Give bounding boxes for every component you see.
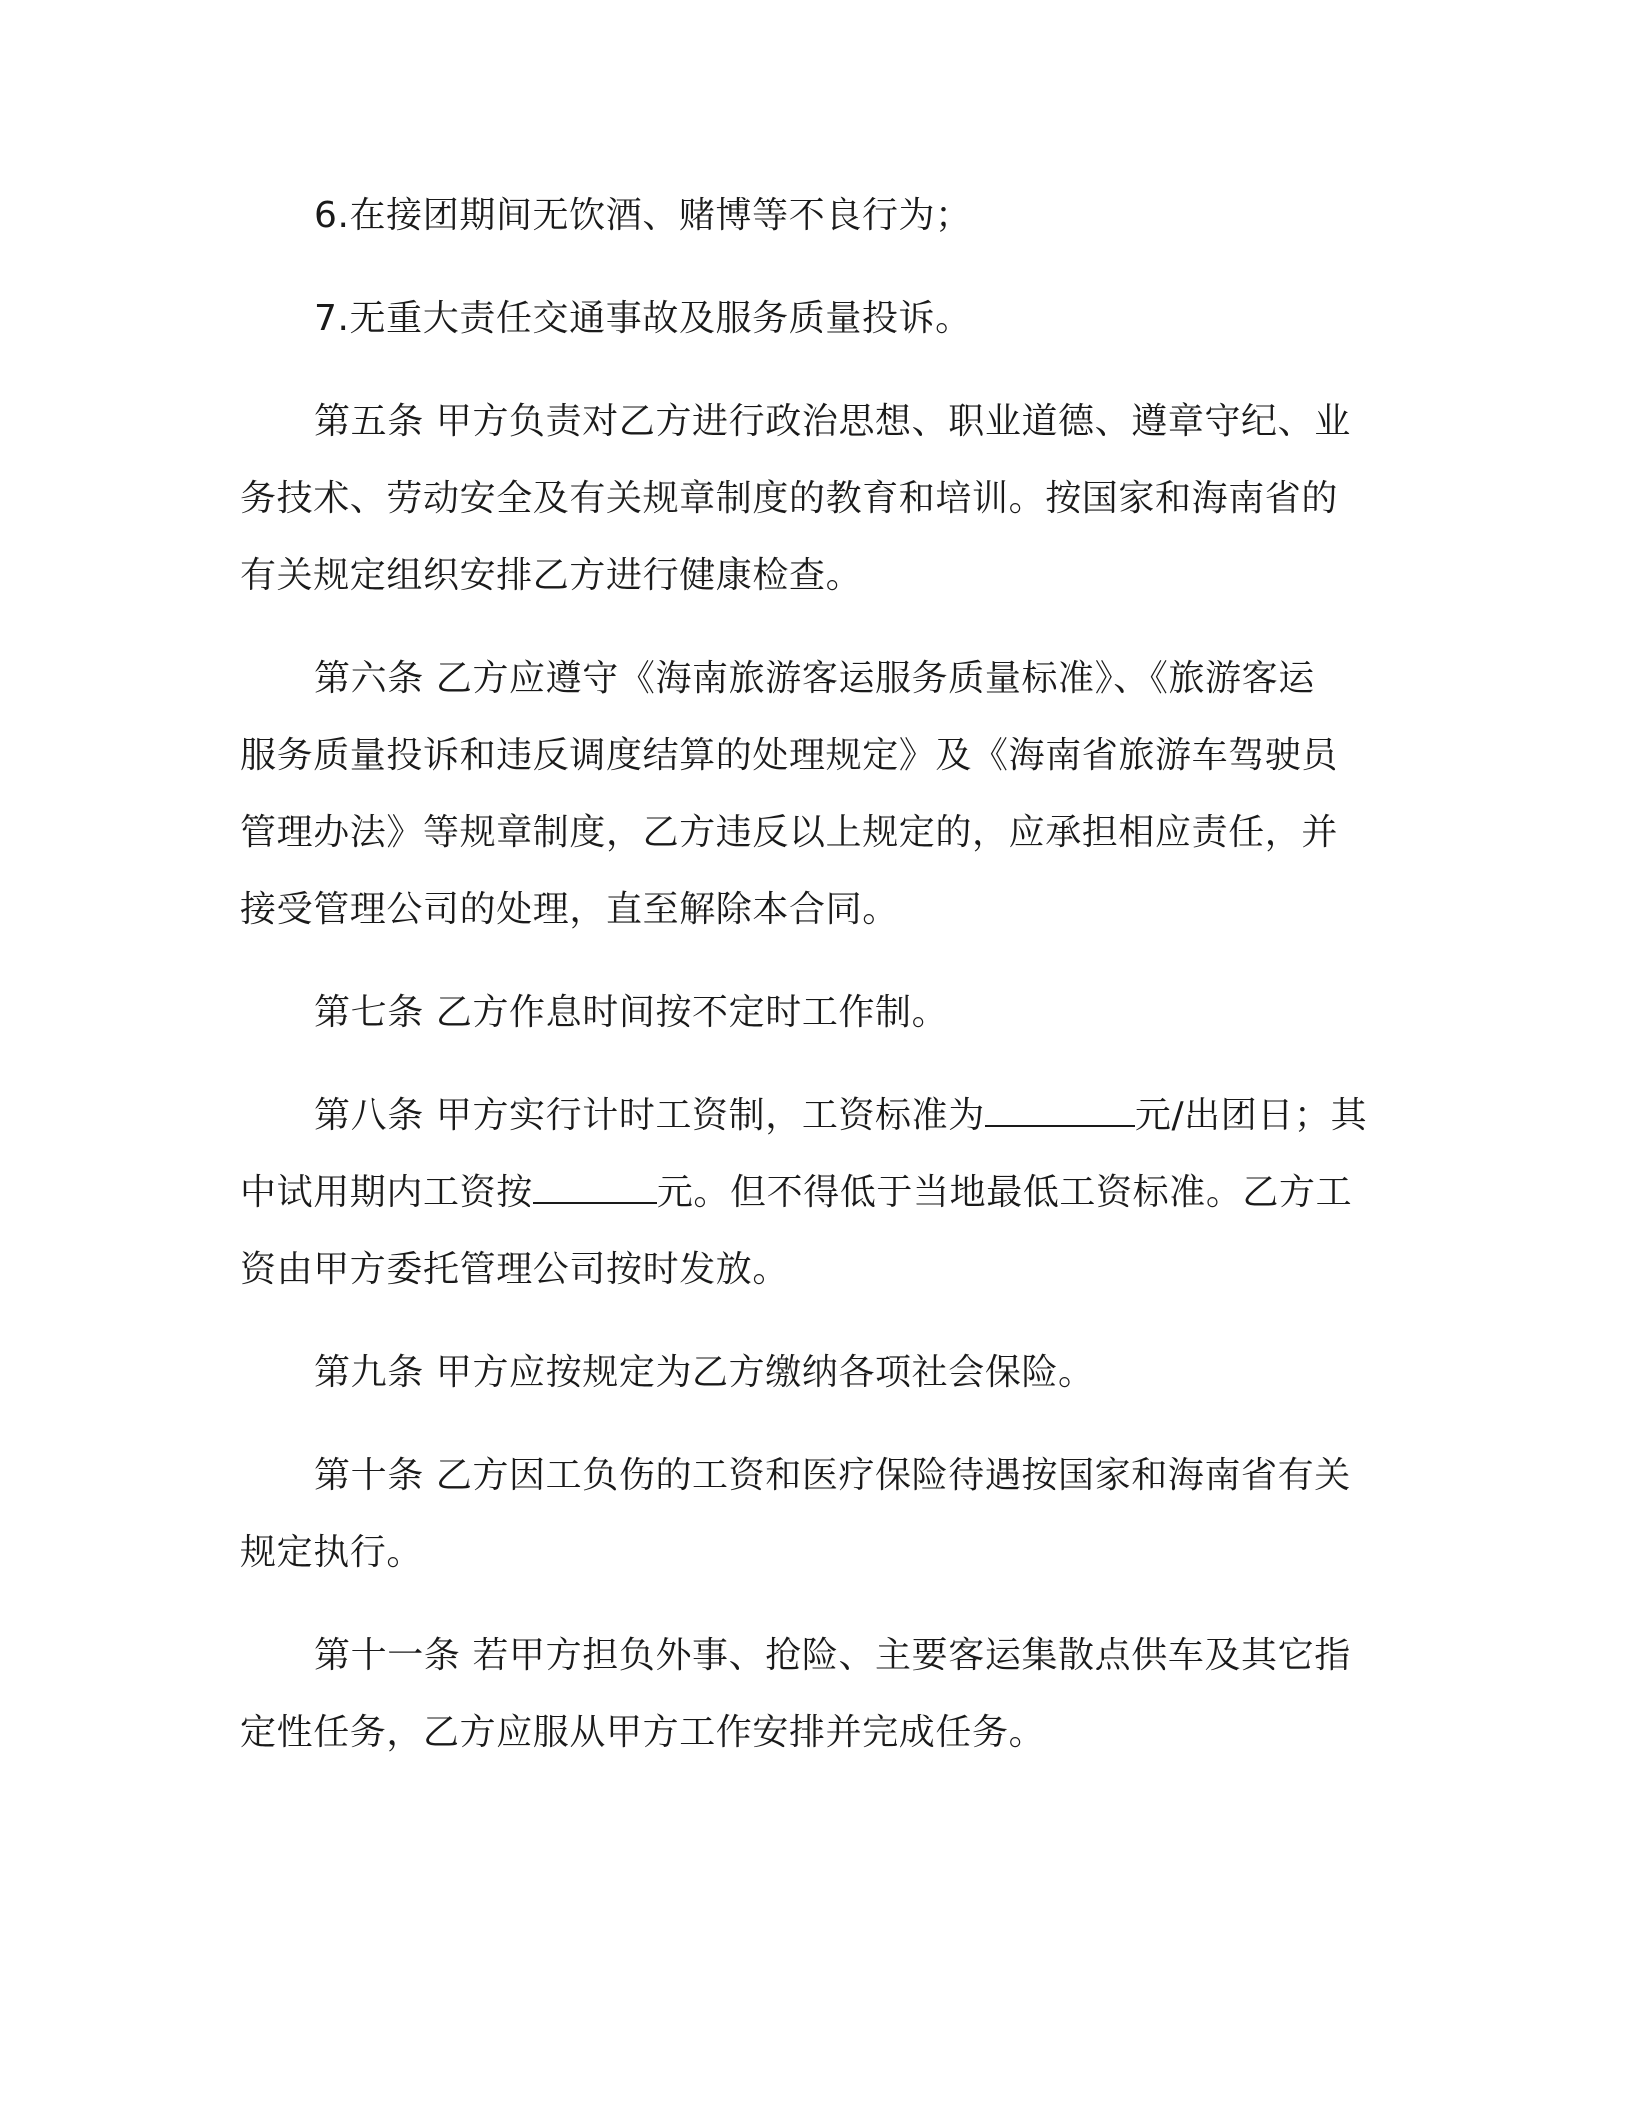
article-9-paragraph [240, 1334, 1380, 1411]
paragraph-line: 资由甲方委托管理公司按时发放。 [240, 1249, 790, 1290]
paragraph-line: 管理办法》等规章制度，乙方违反以上规定的，应承担相应责任，并 [240, 812, 1339, 853]
article-10-paragraph [240, 1437, 1380, 1591]
wage-standard-text: 第八条 甲方实行计时工资制，工资标准为 [314, 1095, 985, 1136]
paragraph-line: 第六条 乙方应遵守《海南旅游客运服务质量标准》、《旅游客运 [314, 658, 1315, 699]
paragraph-line [240, 1154, 1380, 1231]
paragraph-line: 第九条 甲方应按规定为乙方缴纳各项社会保险。 [314, 1352, 1095, 1393]
article-5-paragraph [240, 383, 1380, 614]
paragraph-line [240, 1077, 1380, 1154]
paragraph-line: 第五条 甲方负责对乙方进行政治思想、职业道德、遵章守纪、业 [314, 401, 1351, 442]
article-11-paragraph [240, 1617, 1380, 1771]
paragraph-line: 有关规定组织安排乙方进行健康检查。 [240, 555, 863, 596]
paragraph-line: 7.无重大责任交通事故及服务质量投诉。 [314, 298, 972, 339]
paragraph-line: 规定执行。 [240, 1532, 424, 1573]
probation-wage-rest-text: 元。但不得低于当地最低工资标准。乙方工 [656, 1172, 1353, 1213]
probation-wage-blank[interactable] [533, 1172, 657, 1204]
item-6-paragraph [240, 177, 1380, 254]
paragraph-line: 务技术、劳动安全及有关规章制度的教育和培训。按国家和海南省的 [240, 478, 1339, 519]
paragraph-line: 第七条 乙方作息时间按不定时工作制。 [314, 992, 949, 1033]
item-7-paragraph [240, 280, 1380, 357]
paragraph-line: 第十条 乙方因工负伤的工资和医疗保险待遇按国家和海南省有关 [314, 1455, 1351, 1496]
article-7-paragraph [240, 974, 1380, 1051]
article-6-paragraph [240, 640, 1380, 948]
wage-standard-blank[interactable] [985, 1095, 1135, 1127]
article-8-paragraph [240, 1077, 1380, 1308]
paragraph-line: 服务质量投诉和违反调度结算的处理规定》及《海南省旅游车驾驶员 [240, 735, 1339, 776]
paragraph-line: 接受管理公司的处理，直至解除本合同。 [240, 889, 899, 930]
paragraph-line: 定性任务，乙方应服从甲方工作安排并完成任务。 [240, 1712, 1046, 1753]
paragraph-line: 第十一条 若甲方担负外事、抢险、主要客运集散点供车及其它指 [314, 1635, 1351, 1676]
wage-standard-unit-text: 元/出团日；其 [1134, 1095, 1368, 1136]
paragraph-line: 6.在接团期间无饮酒、赌博等不良行为； [314, 195, 972, 236]
probation-wage-text: 中试用期内工资按 [240, 1172, 533, 1213]
